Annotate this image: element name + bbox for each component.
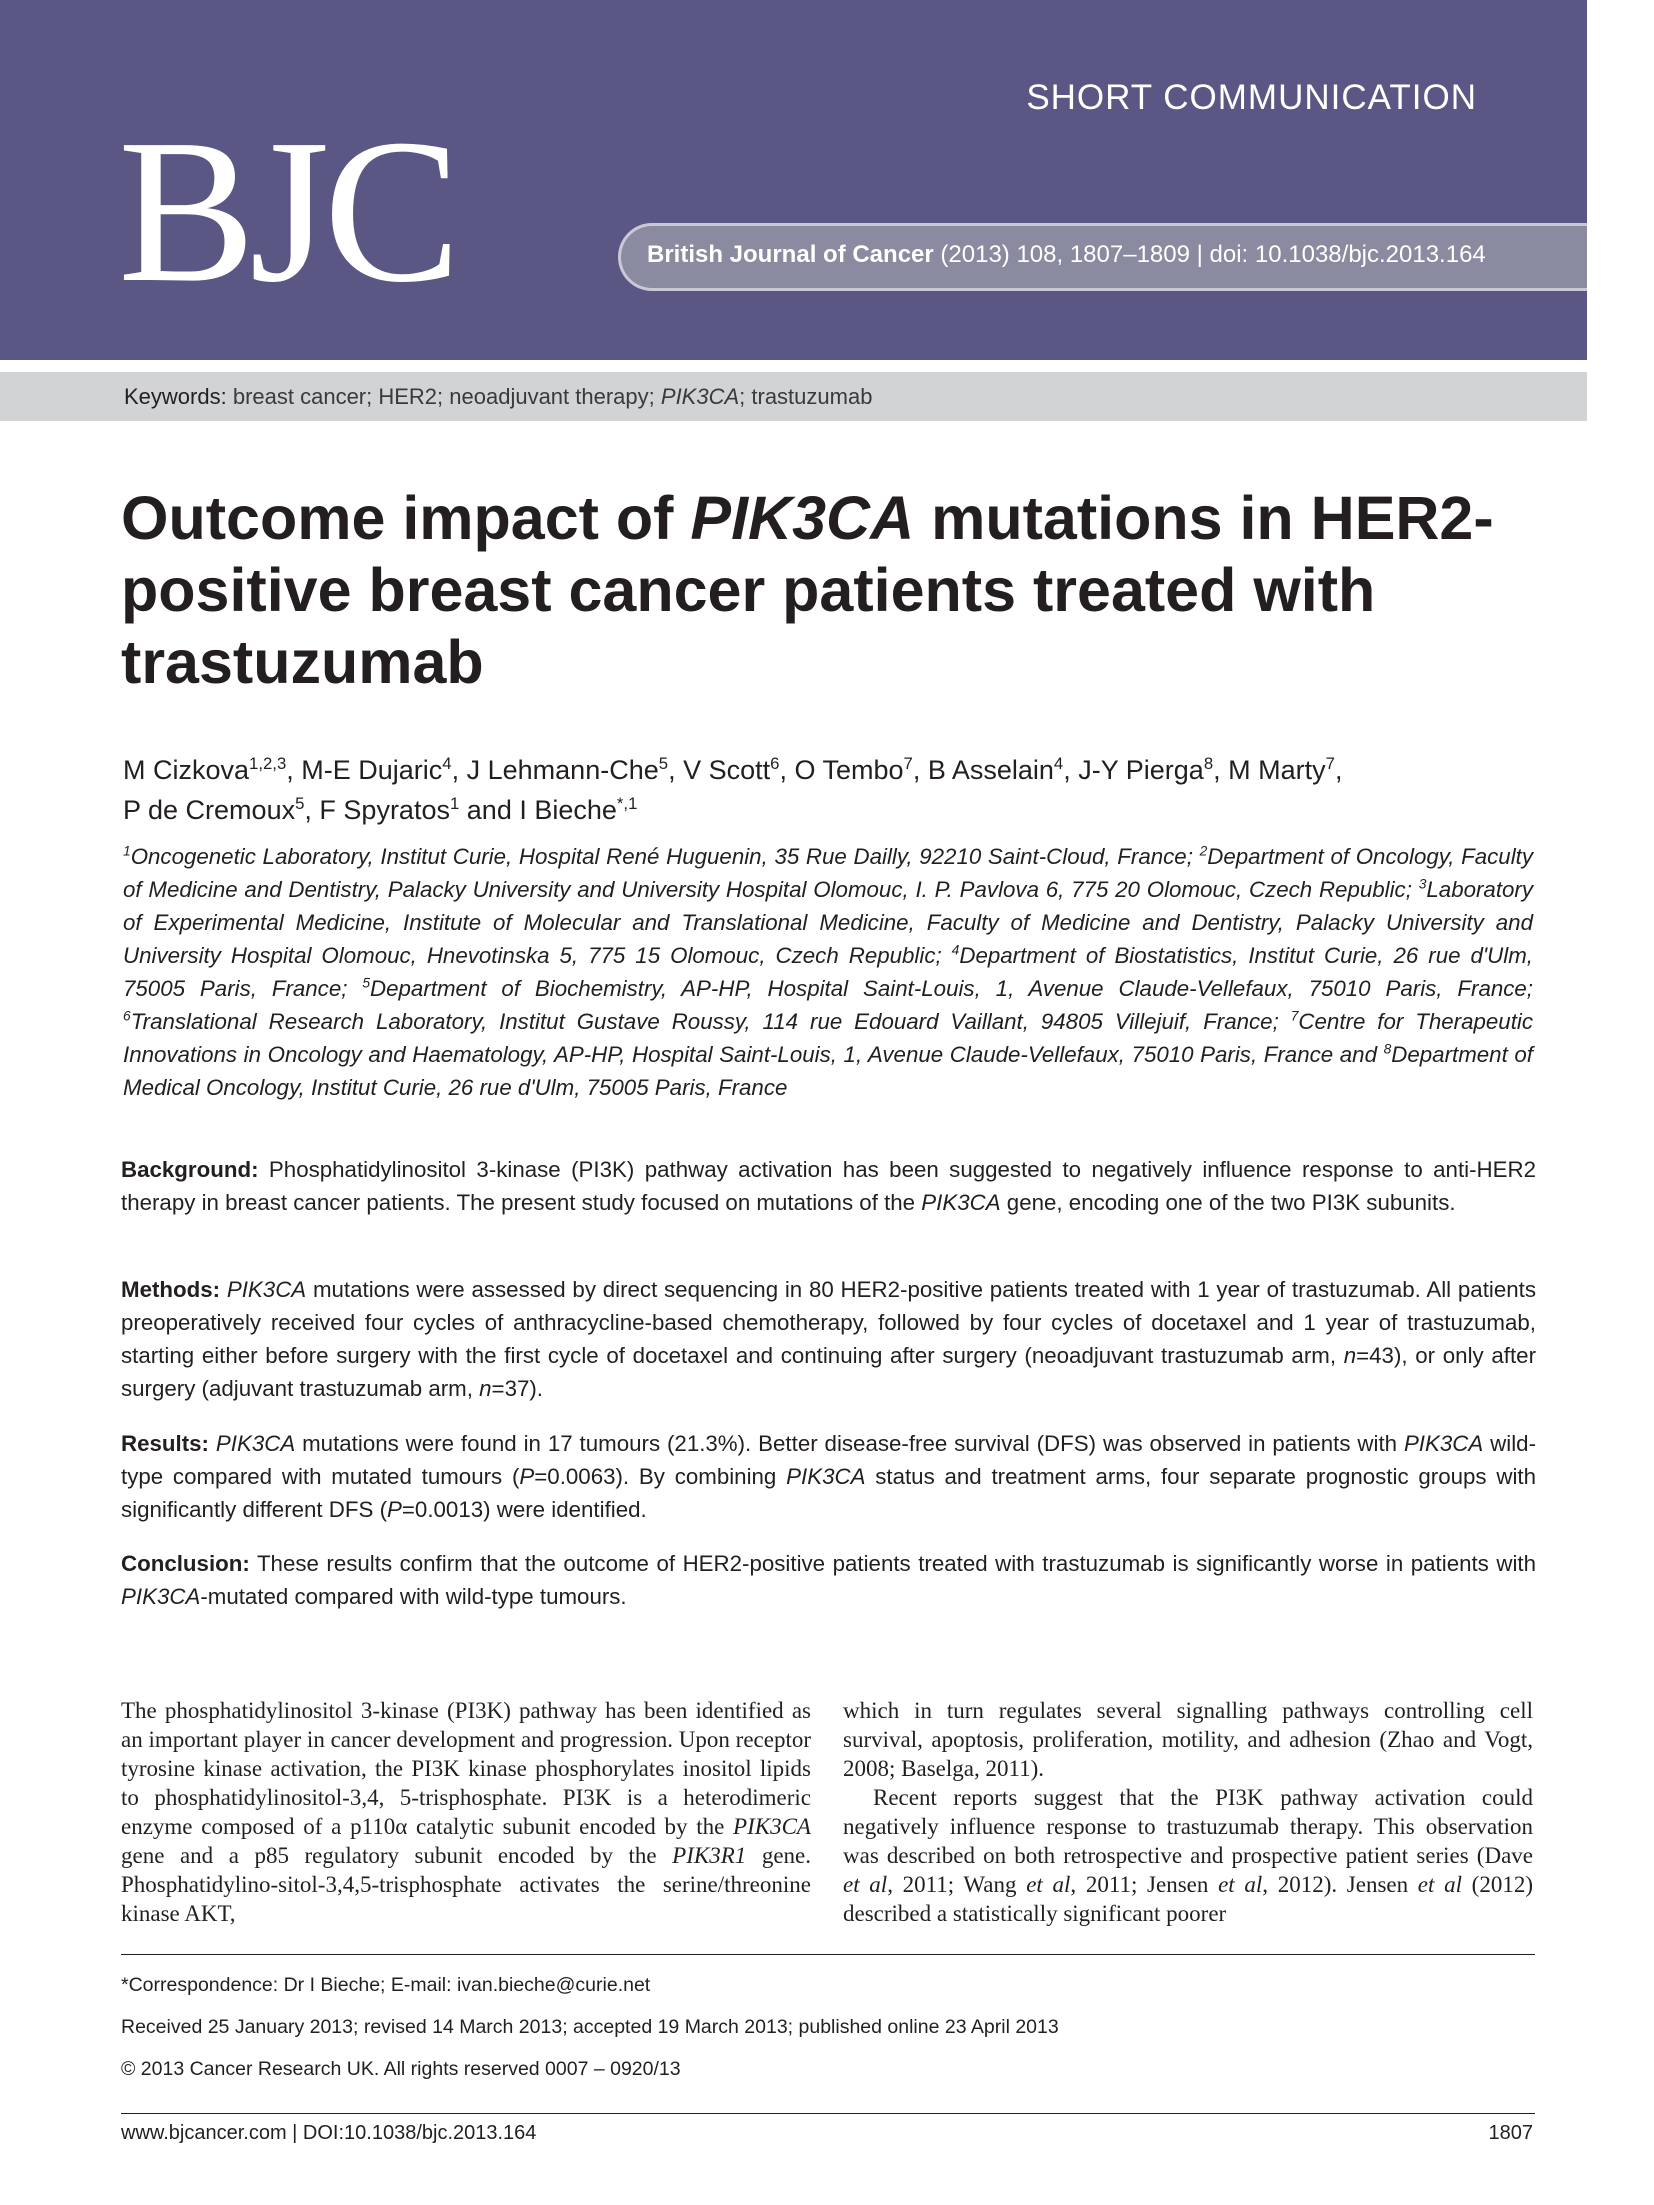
footnote-divider	[121, 1954, 1535, 1955]
author: F Spyratos$^1$ and	[319, 794, 520, 825]
author: M Marty$^7$,	[1228, 754, 1343, 785]
received-dates: Received 25 January 2013; revised 14 March 2013; accepted 19 March 2013; published online 23 April 2013	[121, 2016, 1059, 2038]
author: I Bieche$^{*,1}$	[519, 794, 638, 825]
citation-details: (2013) 108, 1807–1809 | doi: 10.1038/bjc.2013.164	[940, 241, 1486, 268]
abstract-conclusion: Conclusion: These results confirm that the outcome of HER2-positive patients treated with trastuzumab is significantly worse in patients with PIK3CA-mutated compared with wild-type tumours.	[121, 1551, 1536, 1609]
body-column-right	[843, 1696, 1533, 1928]
correspondence-note: *Correspondence: Dr I Bieche; E-mail: ivan.bieche@curie.net	[121, 1974, 651, 1996]
citation	[647, 241, 1486, 269]
body-paragraph: which in turn regulates several signalling pathways controlling cell survival, apoptosis, proliferation, motility, and adhesion (Zhao and Vogt, 2008; Baselga, 2011).	[843, 1698, 1533, 1781]
affiliations: $^1$Oncogenetic Laboratory, Institut Curie, Hospital René Huguenin, 35 Rue Dailly, 92210 Saint-Cloud, France; $^2$Department of Oncology, Faculty of Medicine and Dentistry, Palacky University and University Hospital Olomouc, I. P. Pavlova 6, 775 20 Olomouc, Czech Republic; $^3$Laboratory of Experimental Medicine, Institute of Molecular and Translational Medicine, Faculty of Medicine and Dentistry, Palacky University and University Hospital Olomouc, Hnevotinska 5, 775 15 Olomouc, Czech Republic; $^4$Department of Biostatistics, Institut Curie, 26 rue d'Ulm, 75005 Paris, France; $^5$Department of Biochemistry, AP-HP, Hospital Saint-Louis, 1, Avenue Claude-Vellefaux, 75010 Paris, France; $^6$Translational Research Laboratory, Institut Gustave Roussy, 114 rue Edouard Vaillant, 94805 Villejuif, France; $^7$Centre for Therapeutic Innovations in Oncology and Haematology, AP-HP, Hospital Saint-Louis, 1, Avenue Claude-Vellefaux, 75010 Paris, France and $^8$Department of Medical Oncology, Institut Curie, 26 rue d'Ulm, 75005 Paris, France	[123, 842, 1533, 1100]
abstract-methods: Methods: PIK3CA mutations were assessed by direct sequencing in 80 HER2-positive patients treated with 1 year of trastuzumab. All patients preoperatively received four cycles of anthracycline-based chemotherapy, followed by four cycles of docetaxel and 1 year of trastuzumab, starting either before surgery with the first cycle of docetaxel and continuing after surgery (neoadjuvant trastuzumab arm, n=43), or only after surgery (adjuvant trastuzumab arm, n=37).	[121, 1277, 1536, 1401]
author: J Lehmann-Che$^5$,	[466, 754, 684, 785]
keywords: Keywords: breast cancer; HER2; neoadjuvant therapy; PIK3CA; trastuzumab	[124, 384, 873, 409]
author: V Scott$^6$,	[683, 754, 795, 785]
copyright-note: © 2013 Cancer Research UK. All rights reserved 0007 – 0920/13	[121, 2058, 681, 2080]
abstract-results: Results: PIK3CA mutations were found in 17 tumours (21.3%). Better disease-free survival (DFS) was observed in patients with PIK3CA wild-type compared with mutated tumours (P=0.0063). By combining PIK3CA status and treatment arms, four separate prognostic groups with significantly different DFS (P=0.0013) were identified.	[121, 1431, 1537, 1522]
author: O Tembo$^7$,	[794, 754, 928, 785]
footer-divider	[121, 2113, 1535, 2114]
journal-header	[0, 0, 1587, 360]
article-type: SHORT COMMUNICATION	[1026, 78, 1477, 117]
footer-doi-link[interactable]: www.bjcancer.com | DOI:10.1038/bjc.2013.164	[121, 2122, 537, 2144]
citation-bar	[618, 223, 1587, 291]
keywords-bar	[0, 372, 1587, 421]
body-column-left: The phosphatidylinositol 3-kinase (PI3K) pathway has been identified as an important player in cancer development and progression. Upon receptor tyrosine kinase activation, the PI3K kinase phosphorylates inositol lipids to phosphatidylinositol-3,4, 5-trisphosphate. PI3K is a heterodimeric enzyme composed of a p110α catalytic subunit encoded by the PIK3CA gene and a p85 regulatory subunit encoded by the PIK3R1 gene. Phosphatidylino-sitol-3,4,5-trisphosphate activates the serine/threonine kinase AKT,	[121, 1698, 811, 1926]
author: M-E Dujaric$^4$,	[301, 754, 467, 785]
body-paragraph: Recent reports suggest that the PI3K pathway activation could negatively influence response to trastuzumab therapy. This observation was described on both retrospective and prospective patient series (Dave et al, 2011; Wang et al, 2011; Jensen et al, 2012). Jensen et al (2012) described a statistically significant poorer	[843, 1785, 1533, 1926]
page-number: 1807	[1488, 2122, 1533, 2144]
article-title: Outcome impact of PIK3CA mutations in HER2-positive breast cancer patients treated with trastuzumab	[121, 484, 1494, 696]
author: B Asselain$^4$,	[927, 754, 1079, 785]
author: M Cizkova$^{1,2,3}$,	[123, 754, 302, 785]
journal-name: British Journal of Cancer	[647, 241, 934, 268]
author: J-Y Pierga$^8$,	[1078, 754, 1229, 785]
abstract-background: Background: Phosphatidylinositol 3-kinase (PI3K) pathway activation has been suggested to negatively influence response to anti-HER2 therapy in breast cancer patients. The present study focused on mutations of the PIK3CA gene, encoding one of the two PI3K subunits.	[121, 1157, 1536, 1215]
journal-logo: BJC	[118, 96, 455, 325]
author: P de Cremoux$^5$,	[123, 794, 320, 825]
author-list	[123, 750, 1543, 830]
